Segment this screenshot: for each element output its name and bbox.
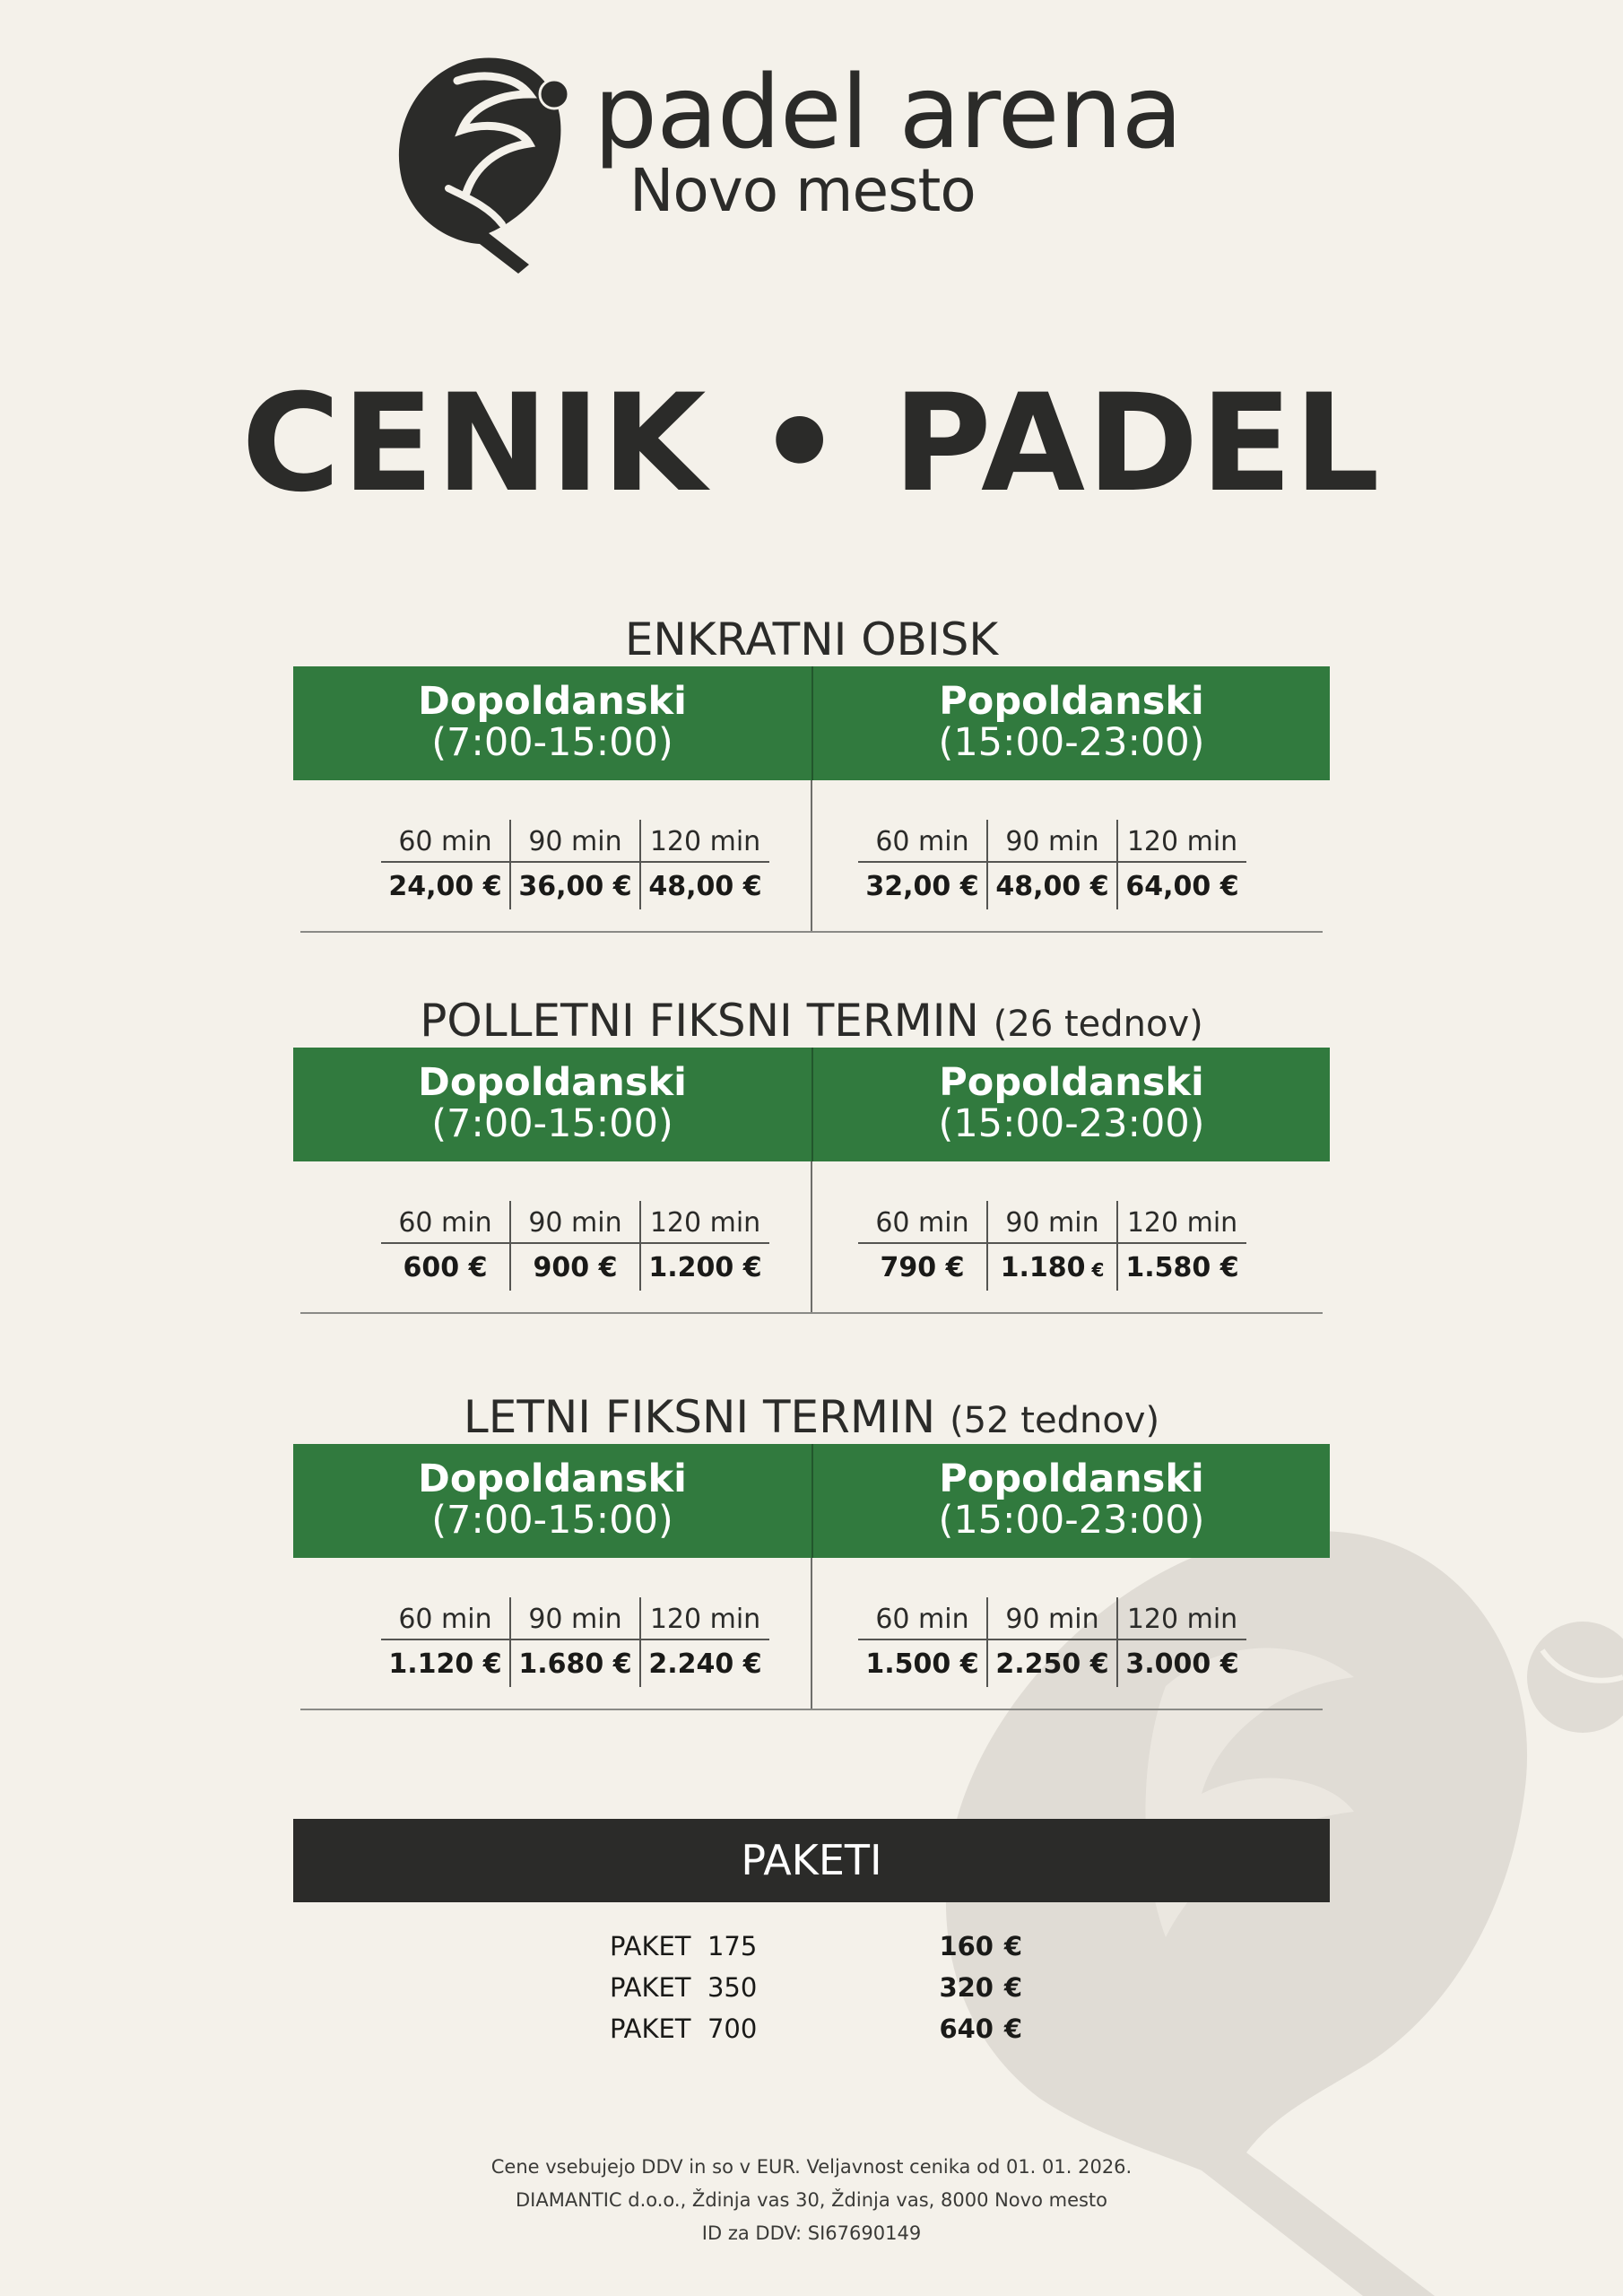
price-cell — [1116, 1597, 1246, 1687]
price-amount: 48,00 € — [995, 871, 1109, 902]
price-cell — [381, 1201, 509, 1291]
slot-time: (15:00-23:00) — [938, 720, 1205, 765]
price-area — [293, 780, 1330, 933]
price-value — [641, 863, 769, 909]
package-price: 320 — [939, 1972, 994, 2003]
duration-label: 120 min — [641, 1201, 769, 1244]
price-value — [988, 1640, 1116, 1687]
duration-label: 90 min — [511, 1201, 639, 1244]
price-table — [381, 1201, 767, 1291]
price-cell — [858, 1597, 986, 1687]
price-amount: 1.500 € — [865, 1648, 979, 1680]
duration-label: 60 min — [381, 1597, 509, 1640]
price-amount: 900 € — [533, 1252, 618, 1283]
price-amount: 2.250 € — [995, 1648, 1109, 1680]
price-amount: 1.180 — [1000, 1252, 1086, 1283]
divider — [811, 780, 812, 933]
section-duration-note: (52 tednov) — [950, 1400, 1160, 1441]
slot-time: (7:00-15:00) — [431, 1101, 673, 1146]
price-area — [293, 1558, 1330, 1710]
slot-label: Dopoldanski — [418, 1457, 687, 1501]
slot-label: Popoldanski — [939, 1457, 1204, 1501]
price-cell — [381, 820, 509, 909]
price-value — [988, 863, 1116, 909]
price-value — [858, 863, 986, 909]
morning-slot-header — [293, 1048, 812, 1161]
duration-label: 90 min — [988, 1201, 1116, 1244]
price-cell — [858, 1201, 986, 1291]
duration-label: 90 min — [511, 1597, 639, 1640]
morning-slot-header — [293, 666, 812, 780]
package-name: PAKET 175 — [610, 1931, 758, 1961]
duration-label: 90 min — [511, 820, 639, 863]
package-currency: € — [1003, 1972, 1022, 2003]
brand-location: Novo mesto — [629, 156, 976, 225]
price-cell — [509, 1201, 639, 1291]
afternoon-slot-header — [812, 666, 1330, 780]
price-value — [1118, 1244, 1246, 1291]
section-duration-note: (26 tednov) — [993, 1004, 1203, 1045]
price-cell — [509, 820, 639, 909]
slot-time: (15:00-23:00) — [938, 1101, 1205, 1146]
price-cell — [986, 820, 1116, 909]
price-table — [381, 820, 767, 909]
price-amount: 1.580 € — [1125, 1252, 1239, 1283]
price-amount: 3.000 € — [1125, 1648, 1239, 1680]
section-title-text: POLLETNI FIKSNI TERMIN — [420, 995, 979, 1047]
duration-label: 120 min — [1118, 820, 1246, 863]
price-amount: 2.240 € — [648, 1648, 762, 1680]
price-table — [381, 1597, 767, 1687]
padel-player-logo-icon — [395, 54, 592, 274]
duration-label: 60 min — [858, 820, 986, 863]
slot-label: Dopoldanski — [418, 679, 687, 724]
price-value — [858, 1640, 986, 1687]
price-currency-small: € — [1085, 1259, 1105, 1281]
time-slot-header — [293, 666, 1330, 780]
package-row — [610, 2008, 1022, 2049]
slot-label: Dopoldanski — [418, 1060, 687, 1105]
divider — [300, 931, 1323, 933]
package-currency: € — [1003, 2013, 1022, 2044]
price-amount: 1.680 € — [518, 1648, 632, 1680]
divider — [811, 1161, 812, 1314]
price-amount: 36,00 € — [518, 871, 632, 902]
price-cell — [986, 1201, 1116, 1291]
price-table — [858, 820, 1244, 909]
price-amount: 24,00 € — [388, 871, 502, 902]
price-value — [1118, 1640, 1246, 1687]
price-amount: 600 € — [403, 1252, 488, 1283]
afternoon-slot-header — [812, 1048, 1330, 1161]
duration-label: 120 min — [641, 820, 769, 863]
price-value — [641, 1244, 769, 1291]
price-cell — [639, 1201, 769, 1291]
footer-vat-note: Cene vsebujejo DDV in so v EUR. Veljavnost cenika od 01. 01. 2026. — [490, 2156, 1133, 2178]
package-name: PAKET 350 — [610, 1972, 758, 2003]
package-row — [610, 1967, 1022, 2008]
package-price: 160 — [939, 1931, 994, 1961]
price-cell — [858, 820, 986, 909]
slot-time: (7:00-15:00) — [431, 1498, 673, 1543]
price-amount: 48,00 € — [648, 871, 762, 902]
price-cell — [639, 1597, 769, 1687]
divider — [811, 1558, 812, 1710]
price-value — [511, 1244, 639, 1291]
slot-label: Popoldanski — [939, 1060, 1204, 1105]
duration-label: 60 min — [381, 820, 509, 863]
divider — [300, 1709, 1323, 1710]
package-row — [610, 1926, 1022, 1967]
section-letni-fiksni-termin — [293, 1390, 1330, 1710]
divider — [300, 1312, 1323, 1314]
time-slot-header — [293, 1444, 1330, 1558]
price-value — [381, 863, 509, 909]
price-table — [858, 1597, 1244, 1687]
footer-vat-id: ID za DDV: SI67690149 — [701, 2222, 922, 2244]
morning-slot-header — [293, 1444, 812, 1558]
section-title-text: LETNI FIKSNI TERMIN — [463, 1391, 936, 1443]
price-value — [858, 1244, 986, 1291]
price-cell — [1116, 1201, 1246, 1291]
price-value — [511, 863, 639, 909]
slot-time: (7:00-15:00) — [431, 720, 673, 765]
duration-label: 120 min — [1118, 1201, 1246, 1244]
price-value — [381, 1244, 509, 1291]
price-cell — [381, 1597, 509, 1687]
duration-label: 60 min — [858, 1201, 986, 1244]
duration-label: 60 min — [381, 1201, 509, 1244]
price-cell — [986, 1597, 1116, 1687]
duration-label: 60 min — [858, 1597, 986, 1640]
price-amount: 64,00 € — [1125, 871, 1239, 902]
section-title — [293, 613, 1330, 666]
price-value — [988, 1244, 1116, 1291]
price-cell — [639, 820, 769, 909]
price-table — [858, 1201, 1244, 1291]
slot-time: (15:00-23:00) — [938, 1498, 1205, 1543]
section-enkratni-obisk — [293, 613, 1330, 933]
section-polletni-fiksni-termin — [293, 994, 1330, 1314]
price-amount: 790 € — [880, 1252, 965, 1283]
duration-label: 120 min — [1118, 1597, 1246, 1640]
price-cell — [1116, 820, 1246, 909]
price-amount: 32,00 € — [865, 871, 979, 902]
duration-label: 90 min — [988, 820, 1116, 863]
section-title — [293, 1390, 1330, 1444]
package-currency: € — [1003, 1931, 1022, 1961]
brand-logo — [395, 54, 1237, 278]
brand-name: padel arena — [594, 55, 1183, 171]
packages-header: PAKETI — [293, 1819, 1330, 1902]
price-area — [293, 1161, 1330, 1314]
price-value — [511, 1640, 639, 1687]
package-price: 640 — [939, 2013, 994, 2044]
price-value — [641, 1640, 769, 1687]
page-title: CENIK • PADEL — [241, 366, 1382, 522]
slot-label: Popoldanski — [939, 679, 1204, 724]
time-slot-header — [293, 1048, 1330, 1161]
price-amount: 1.200 € — [648, 1252, 762, 1283]
footer — [0, 2151, 1623, 2250]
section-title — [293, 994, 1330, 1048]
duration-label: 120 min — [641, 1597, 769, 1640]
price-amount: 1.120 € — [388, 1648, 502, 1680]
price-value — [381, 1640, 509, 1687]
package-name: PAKET 700 — [610, 2013, 758, 2044]
section-title-text: ENKRATNI OBISK — [624, 613, 999, 665]
afternoon-slot-header — [812, 1444, 1330, 1558]
duration-label: 90 min — [988, 1597, 1116, 1640]
price-value — [1118, 863, 1246, 909]
price-cell — [509, 1597, 639, 1687]
footer-company-address: DIAMANTIC d.o.o., Ždinja vas 30, Ždinja vas, 8000 Novo mesto — [515, 2189, 1108, 2211]
